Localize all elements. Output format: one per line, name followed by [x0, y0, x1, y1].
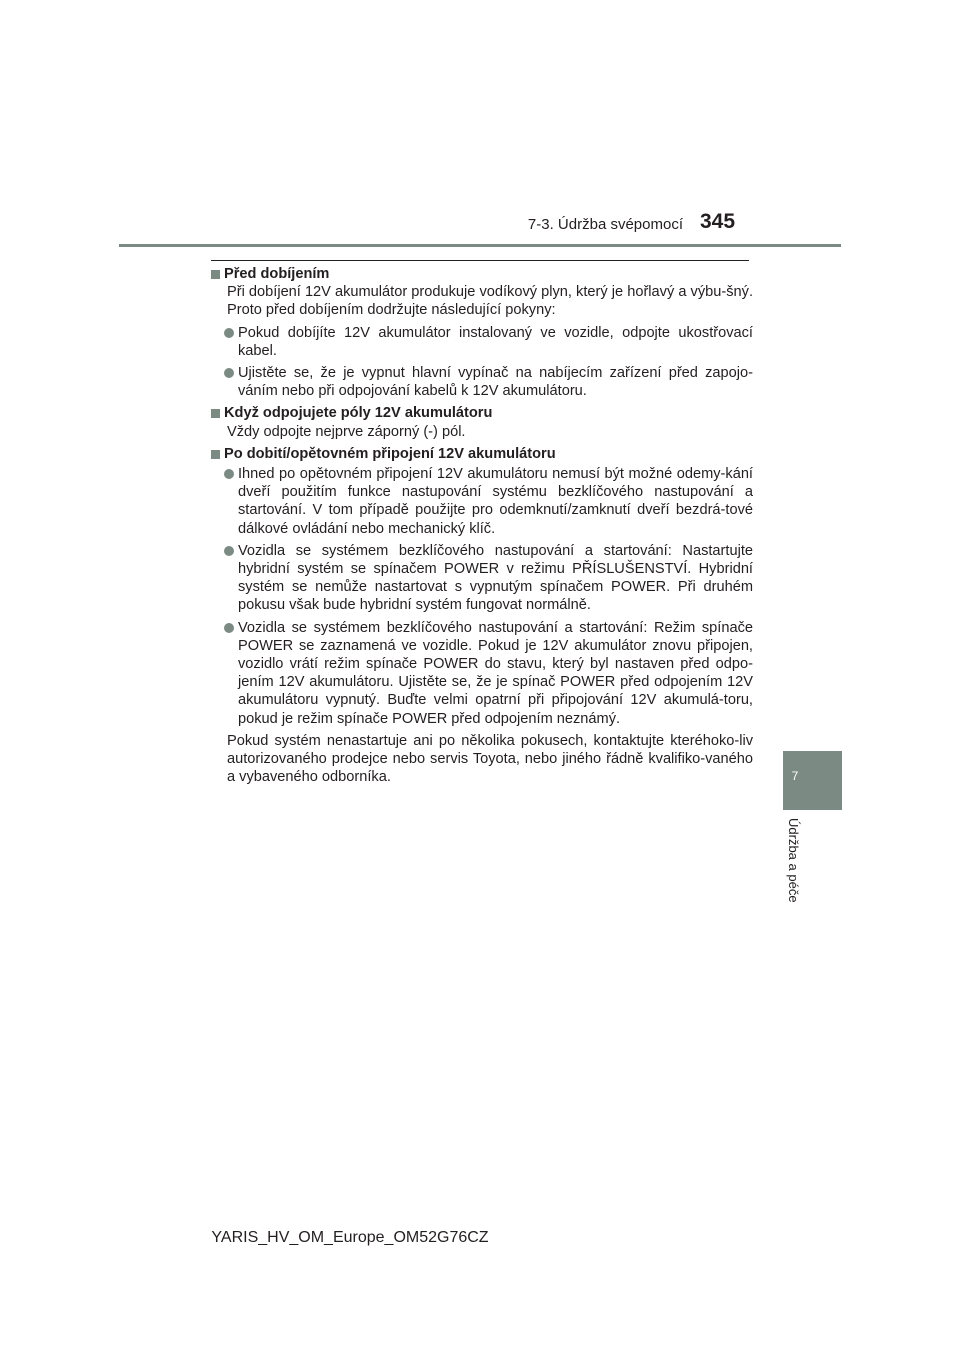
section-heading — [211, 445, 753, 463]
bullet-item — [211, 619, 753, 728]
content-divider — [211, 260, 749, 261]
circle-icon — [224, 469, 234, 479]
circle-icon — [224, 546, 234, 556]
bullet-item — [211, 465, 753, 538]
bullet-text: Ihned po opětovném připojení 12V akumulátoru nemusí být možné odemy-kání dveří použitím funkce nastupování systému bezklíčového nastupování a startování. V tom případě použijte pro odemknutí/zamknutí dveří bezdrá-tové dálkové ovládání nebo mechanický klíč. — [238, 466, 753, 537]
square-icon — [211, 409, 220, 418]
section-paragraph: Při dobíjení 12V akumulátor produkuje vodíkový plyn, který je hořlavý a výbu-šný. Proto před dobíjením dodržujte následující pokyny: — [227, 284, 753, 319]
main-content — [211, 265, 753, 786]
bullet-item — [211, 324, 753, 360]
section-heading-text: Po dobití/opětovném připojení 12V akumulátoru — [224, 445, 556, 462]
circle-icon — [224, 328, 234, 338]
bullet-item — [211, 364, 753, 400]
document-code: YARIS_HV_OM_Europe_OM52G76CZ — [211, 1229, 489, 1246]
bullet-text: Ujistěte se, že je vypnut hlavní vypínač na nabíjecím zařízení před zapojo-váním nebo při odpojování kabelů k 12V akumulátoru. — [238, 365, 753, 400]
section-heading-text: Když odpojujete póly 12V akumulátoru — [224, 405, 493, 422]
section-title: 7-3. Údržba svépomocí — [527, 216, 683, 233]
square-icon — [211, 450, 220, 459]
bullet-text: Vozidla se systémem bezklíčového nastupování a startování: Nastartujte hybridní systém se spínačem POWER v režimu PŘÍSLUŠENSTVÍ. Hybridní systém se nemůže nastartovat s vypnutým spínačem POWER. Při druhém pokusu však bude hybridní systém fungovat normálně. — [238, 542, 753, 614]
page-number: 345 — [700, 210, 736, 233]
section-paragraph: Vždy odpojte nejprve záporný (-) pól. — [227, 423, 466, 440]
chapter-label: Údržba a péče — [786, 818, 801, 903]
header-divider — [119, 244, 841, 247]
closing-paragraph: Pokud systém nenastartuje ani po několika pokusech, kontaktujte kteréhoko-liv autorizovaného prodejce nebo servis Toyota, nebo jiného řádně kvalifiko-vaného a vybaveného odborníka. — [227, 732, 753, 786]
bullet-text: Vozidla se systémem bezklíčového nastupování a startování: Režim spínače POWER se zaznamená ve vozidle. Pokud je 12V akumulátor znovu připojen, vozidlo vrátí režim spínače POWER do stavu, který byl nastaven před odpo-jením 12V akumulátoru. Ujistěte se, že je spínač POWER před odpojením 12V akumulátoru vypnutý. Buďte velmi opatrní při připojování 12V akumulá-toru, pokud je režim spínače POWER před odpojením neznámý. — [238, 619, 753, 727]
chapter-number: 7 — [791, 769, 799, 783]
circle-icon — [224, 623, 234, 633]
circle-icon — [224, 368, 234, 378]
section-heading — [211, 265, 753, 283]
bullet-text: Pokud dobíjíte 12V akumulátor instalovaný ve vozidle, odpojte ukostřovací kabel. — [238, 324, 753, 359]
section-heading-text: Před dobíjením — [224, 266, 330, 282]
square-icon — [211, 270, 220, 279]
section-heading — [211, 404, 753, 422]
bullet-item — [211, 542, 753, 615]
